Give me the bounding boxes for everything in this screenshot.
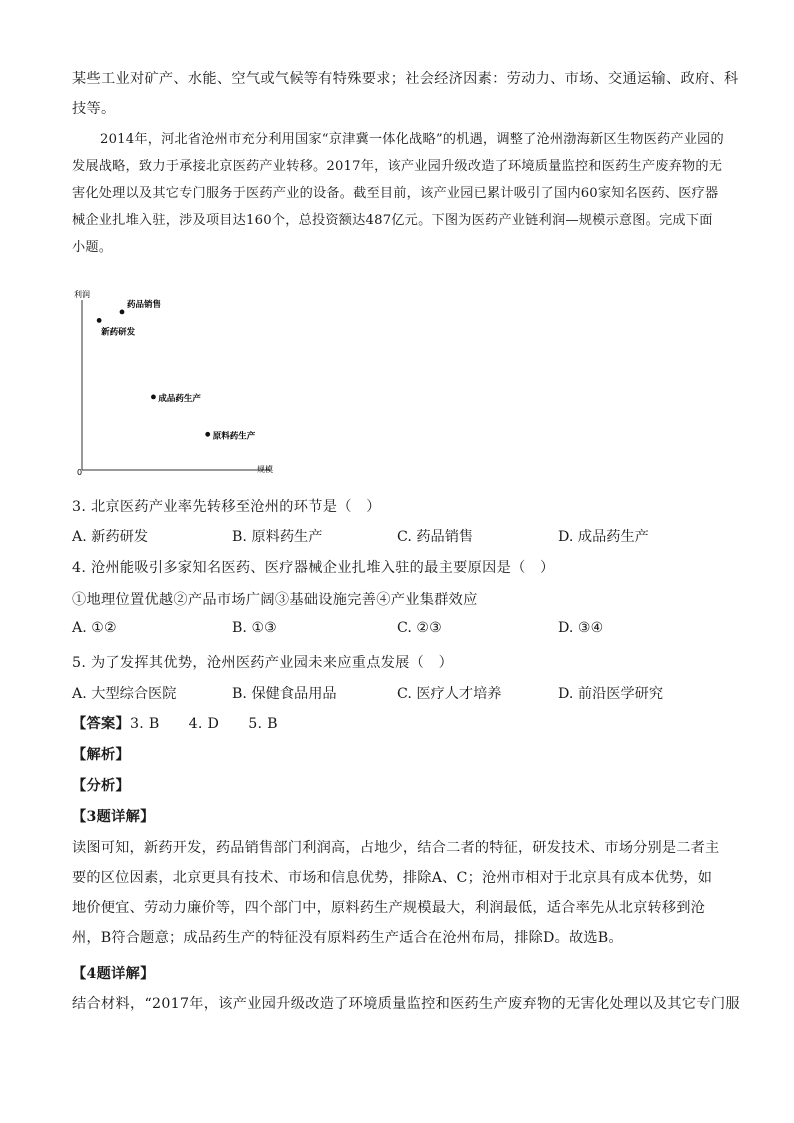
y-axis-label: 利润	[74, 290, 90, 299]
q4-stem: 4. 沧州能吸引多家知名医药、医疗器械企业扎堆入驻的最主要原因是（ ）	[72, 560, 555, 576]
detail4-text: 结合材料，“2017年，该产业园升级改造了环境质量监控和医药生产废弃物的无害化处理以及其它专门服	[72, 996, 740, 1012]
q3-option-c[interactable]: C. 药品销售	[397, 529, 474, 545]
detail3-tag: 【3题详解】	[72, 809, 155, 825]
q3-option-b[interactable]: B. 原料药生产	[232, 529, 323, 545]
fenxi-tag: 【分析】	[72, 778, 130, 794]
q4-option-a[interactable]: A. ①②	[72, 620, 117, 636]
q5-option-a[interactable]: A. 大型综合医院	[72, 686, 177, 702]
point-marker	[97, 318, 102, 323]
q5-stem: 5. 为了发挥其优势，沧州医药产业园未来应重点发展（ ）	[72, 655, 454, 671]
point-label: 原料药生产	[212, 431, 256, 442]
intro-line-2: 技等。	[72, 101, 116, 117]
point-marker	[205, 432, 210, 437]
q4-option-d[interactable]: D. ③④	[558, 620, 604, 636]
detail3-text: 读图可知，新药开发，药品销售部门利润高，占地少，结合二者的特征，研发技术、市场分别是二者主要的区位因素，北京更具有技术、市场和信息优势，排除A、C；沧州市相对于北京具有成本优势，如地价便宜、劳动力廉价等，四个部门中，原料药生产规模最大，利润最低，适合率先从北京转移到沧州，B符合题意；成品药生产的特征没有原料药生产适合在沧州布局，排除D。故选B。	[72, 840, 720, 946]
point-label: 新药研发	[101, 327, 136, 338]
q5-option-b[interactable]: B. 保健食品用品	[232, 686, 337, 702]
point-marker	[120, 310, 125, 315]
q4-option-c[interactable]: C. ②③	[397, 620, 442, 636]
material-paragraph: 2014年，河北省沧州市充分利用国家“京津冀一体化战略”的机遇，调整了沧州渤海新区生物医药产业园的发展战略，致力于承接北京医药产业转移。2017年，该产业园升级改造了环境质量监控和医药生产废弃物的无害化处理以及其它专门服务于医药产业的设备。截至目前，该产业园已累计吸引了国内60家知名医药、医疗器械企业扎堆入驻，涉及项目达160个，总投资额达487亿元。下图为医药产业链利润—规模示意图。完成下面小题。	[72, 132, 724, 255]
point-label: 成品药生产	[158, 393, 201, 404]
analysis-tag: 【解析】	[72, 747, 130, 763]
q3-stem: 3. 北京医药产业率先转移至沧州的环节是（ ）	[72, 499, 381, 515]
q3-option-d[interactable]: D. 成品药生产	[558, 529, 649, 545]
profit-scale-chart	[70, 288, 300, 478]
point-marker	[151, 395, 156, 400]
data-points	[97, 299, 256, 441]
q4-option-b[interactable]: B. ①③	[232, 620, 277, 636]
x-axis-label: 规模	[257, 465, 273, 474]
origin-label: 0	[77, 468, 83, 477]
q4-items: ①地理位置优越②产品市场广阔③基础设施完善④产业集群效应	[72, 592, 478, 608]
answer-line	[72, 713, 278, 733]
point-label: 药品销售	[127, 299, 162, 310]
detail4-tag: 【4题详解】	[72, 966, 155, 982]
q3-option-a[interactable]: A. 新药研发	[72, 529, 149, 545]
answer-tag: 【答案】	[72, 716, 130, 732]
q5-option-c[interactable]: C. 医疗人才培养	[397, 686, 502, 702]
q5-option-d[interactable]: D. 前沿医学研究	[558, 686, 664, 702]
answer-text: 3. B 4. D 5. B	[129, 716, 278, 732]
intro-line-1: 某些工业对矿产、水能、空气或气候等有特殊要求；社会经济因素：劳动力、市场、交通运输、政府、科	[72, 71, 739, 87]
